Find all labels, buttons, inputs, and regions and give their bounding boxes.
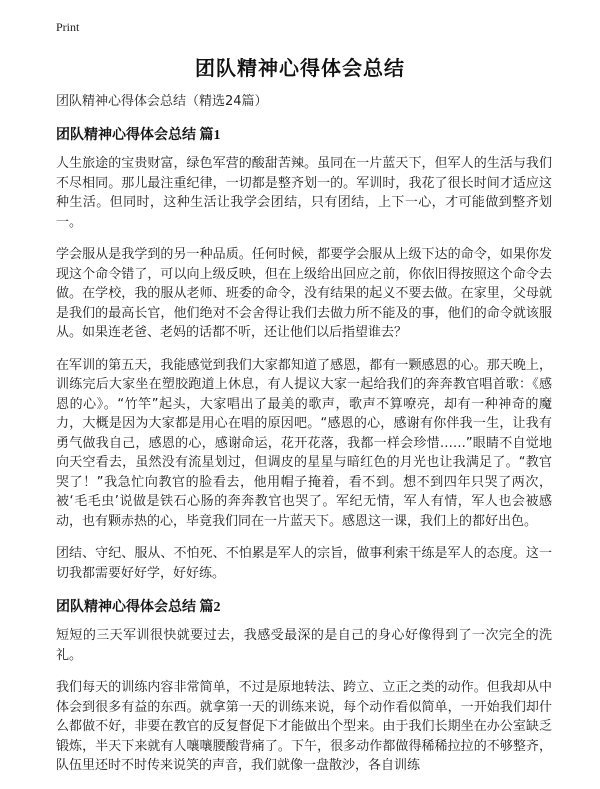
document-subtitle: 团队精神心得体会总结（精选24篇） (56, 94, 268, 109)
section-heading: 团队精神心得体会总结 篇2 (56, 600, 221, 615)
paragraph: 短短的三天军训很快就要过去，我感受最深的是自己的身心好像得到了一次完全的洗礼。 (56, 628, 552, 663)
section-1 (56, 124, 552, 583)
paragraph: 我们每天的训练内容非常简单，不过是原地转法、跨立、立正之类的动作。但我却从中体会到很多有益的东西。就拿第一天的训练来说，每个动作看似简单，一开始我们却什么都做不好，非要在教官的反复督促下才能做出个型来。由于我们长期坐在办公室缺乏锻炼，半天下来就有人嚷嚷腰酸背痛了。下午，很多动作都做得稀稀拉拉的不够整齐，队伍里还时不时传来说笑的声音，我们就像一盘散沙，各自训练 (56, 680, 552, 773)
paragraph: 团结、守纪、服从、不怕死、不怕累是军人的宗旨，做事利索干练是军人的态度。这一切我都需要好好学，好好练。 (56, 546, 552, 581)
section-2 (56, 596, 552, 776)
section-heading: 团队精神心得体会总结 篇1 (56, 128, 221, 143)
document-body (56, 92, 552, 789)
print-label: Print (56, 20, 80, 34)
paragraph: 学会服从是我学到的另一种品质。任何时候，都要学会服从上级下达的命令，如果你发现这个命令错了，可以向上级反映，但在上级给出回应之前，你依旧得按照这个命令去做。在学校，我的服从老师、班委的命令，没有结果的起义不要去做。在家里，父母就是我们的最高长官，他们绝对不会舍得让我们去做力所不能及的事，他们的命令就该服从。如果连老爸、老妈的话都不听，还让他们以后指望谁去？ (56, 247, 552, 340)
paragraph: 在军训的第五天，我能感觉到我们大家都知道了感恩，都有一颗感恩的心。那天晚上，训练完后大家坐在塑胶跑道上休息，有人提议大家一起给我们的奔奔教官唱首歌：《感恩的心》。“竹竿”起头，大家唱出了最美的歌声，歌声不算嘹亮，却有一种神奇的魔力，大概是因为大家都是用心在唱的原因吧。“感恩的心，感谢有你伴我一生，让我有勇气做我自己，感恩的心，感谢命运，花开花落，我都一样会珍惜……”眼睛不自觉地向天空看去，虽然没有流星划过，但调皮的星星与暗红色的月光也让我满足了。“教官哭了！”我急忙向教官的脸看去，他用帽子掩着，看不到。想不到四年只哭了两次，被‘毛毛虫’说做是铁石心肠的奔奔教官也哭了。军纪无情，军人有情，军人也会被感动，也有颗赤热的心，毕竟我们同在一片蓝天下。感恩这一课，我们上的都好出色。 (56, 357, 552, 529)
document-title: 团队精神心得体会总结 (195, 56, 405, 80)
paragraph: 人生旅途的宝贵财富，绿色军营的酸甜苦辣。虽同在一片蓝天下，但军人的生活与我们不尽相同。那儿最注重纪律，一切都是整齐划一的。军训时，我花了很长时间才适应这种生活。但同时，这种生活让我学会团结，只有团结，上下一心，才可能做到整齐划一。 (56, 156, 552, 230)
